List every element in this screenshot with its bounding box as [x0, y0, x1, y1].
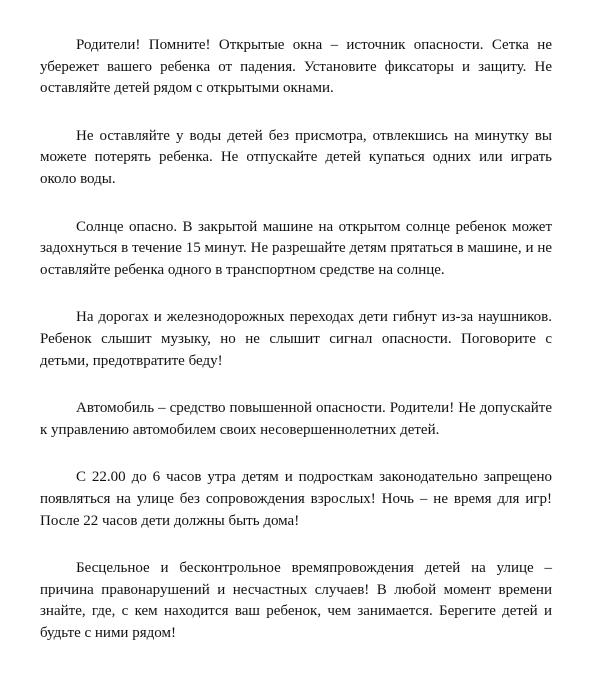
document-page	[40, 35, 552, 670]
paragraph-water-safety: Не оставляйте у воды детей без присмотра, отвлекшись на минутку вы можете потерять ребенка. Не отпускайте детей купаться одних или играть около воды.	[40, 127, 552, 187]
paragraph-windows-safety: Родители! Помните! Открытые окна – источник опасности. Сетка не убережет вашего ребенка от падения. Установите фиксаторы и защиту. Не оставляйте детей рядом с открытыми окнами.	[40, 37, 552, 97]
paragraph-sun-car-safety: Солнце опасно. В закрытой машине на открытом солнце ребенок может задохнуться в течение 15 минут. Не разрешайте детям прятаться в машине, и не оставляйте ребенка одного в транспортном средстве на солнце.	[40, 218, 552, 278]
paragraph-headphones-safety: На дорогах и железнодорожных переходах дети гибнут из-за наушников. Ребенок слышит музыку, но не слышит сигнал опасности. Поговорите с детьми, предотвратите беду!	[40, 309, 552, 369]
paragraph-car-driving-safety: Автомобиль – средство повышенной опасности. Родители! Не допускайте к управлению автомобилем своих несовершеннолетних детей.	[40, 400, 552, 438]
paragraph-curfew: С 22.00 до 6 часов утра детям и подросткам законодательно запрещено появляться на улице без сопровождения взрослых! Ночь – не время для игр! После 22 часов дети должны быть дома!	[40, 469, 552, 529]
paragraph-supervision: Бесцельное и бесконтрольное времяпровождения детей на улице – причина правонарушений и несчастных случаев! В любой момент времени знайте, где, с кем находится ваш ребенок, чем занимается. Берегите детей и будьте с ними рядом!	[40, 560, 552, 641]
